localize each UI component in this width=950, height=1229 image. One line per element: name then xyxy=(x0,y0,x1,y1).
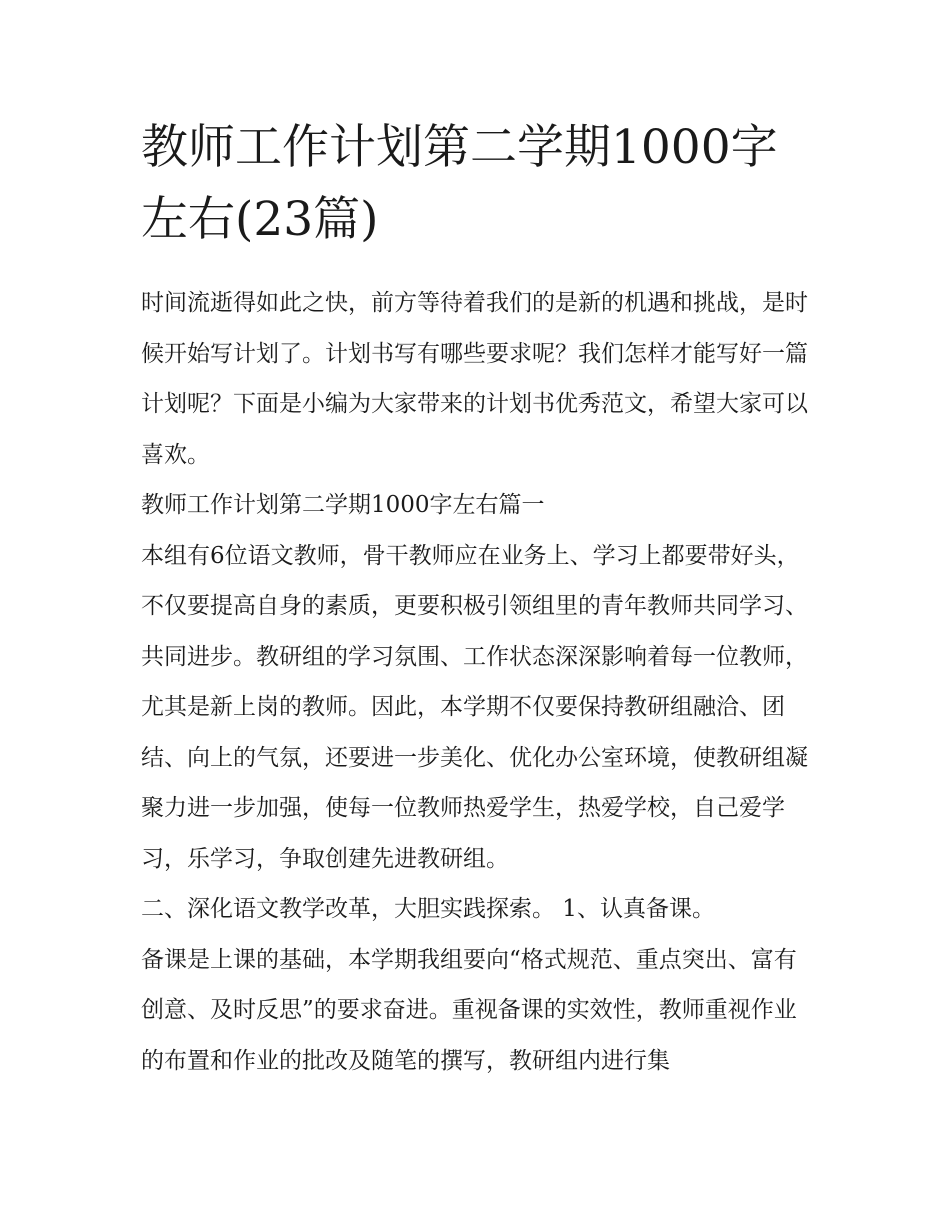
body-paragraph: 本组有6位语文教师，骨干教师应在业务上、学习上都要带好头，不仅要提高自身的素质，更要积极引领组里的青年教师共同学习、共同进步。教研组的学习氛围、工作状态深深影响着每一位教师，尤其是新上岗的教师。因此，本学期不仅要保持教研组融洽、团结、向上的气氛，还要进一步美化、优化办公室环境，使教研组凝聚力进一步加强，使每一位教师热爱学生，热爱学校，自己爱学习，乐学习，争取创建先进教研组。 xyxy=(141,542,808,872)
section-heading: 教师工作计划第二学期1000字左右篇一 xyxy=(141,492,545,518)
intro-paragraph: 时间流逝得如此之快，前方等待着我们的是新的机遇和挑战，是时候开始写计划了。计划书写有哪些要求呢？我们怎样才能写好一篇计划呢？下面是小编为大家带来的计划书优秀范文，希望大家可以喜欢。 xyxy=(141,290,808,468)
subsection-heading: 二、深化语文教学改革，大胆实践探索。 1、认真备课。 xyxy=(141,896,715,922)
document-page xyxy=(141,112,813,1086)
body-paragraph: 备课是上课的基础，本学期我组要向“格式规范、重点突出、富有创意、及时反思”的要求奋进。重视备课的实效性，教师重视作业的布置和作业的批改及随笔的撰写，教研组内进行集 xyxy=(141,946,797,1074)
document-title: 教师工作计划第二学期1000字左右(23篇) xyxy=(141,120,778,247)
